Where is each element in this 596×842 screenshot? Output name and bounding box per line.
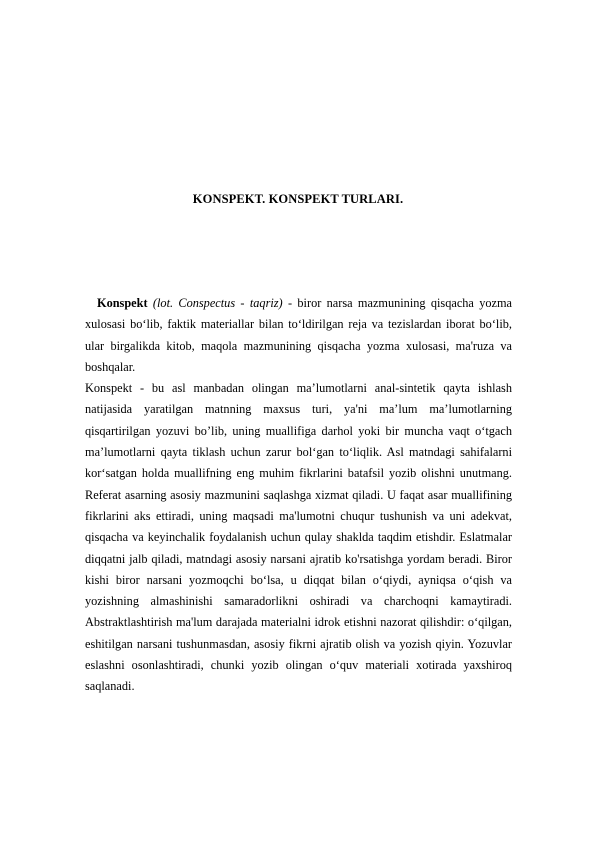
- document-title: KONSPEKT. KONSPEKT TURLARI.: [192, 192, 404, 206]
- term-etymology: (lot. Conspectus - taqriz): [152, 296, 283, 310]
- paragraph-main: Konspekt - bu asl manbadan olingan ma’lumotlarni anal-sintetik qayta ishlash natijasida yaratilgan matnning maxsus turi, ya'ni ma’lum ma’lumotlarning qisqartirilgan yozuvi bo’lib, uning muallifiga darhol yoki bir muncha vaqt oʻtgach ma’lumotlarni qayta tiklash uchun zarur bolʻgan toʻliqlik. Asl matndagi sahifalarni korʻsatgan holda muallifning eng muhim fikrlarini batafsil yozib olishni unutmang. Referat asarning asosiy mazmunini saqlashga xizmat qiladi. U faqat asar muallifining fikrlarini aks ettiradi, uning maqsadi ma'lumotni chuqur tushunish va uni adekvat, qisqacha va keyinchalik foydalanish uchun qulay shaklda taqdim etishdir. Eslatmalar diqqatni jalb qiladi, matndagi asosiy narsani ajratib ko'rsatishga yordam beradi. Biror kishi biror narsani yozmoqchi boʻlsa, u diqqat bilan oʻqiydi, ayniqsa oʻqish va yozishning almashinishi samaradorlikni oshiradi va charchoqni kamaytiradi. Abstraktlashtirish ma'lum darajada materialni idrok etishni nazorat qilishdir: oʻqilgan, eshitilgan narsani tushunmasdan, asosiy fikrni ajratib olish va yozish qiyin. Yozuvlar eslashni osonlashtiradi, chunki yozib olingan oʻquv materiali xotirada yaxshiroq saqlanadi.: [85, 381, 512, 694]
- term-konspekt: Konspekt: [97, 296, 148, 310]
- definition-text: - biror narsa mazmunining qisqacha yozma xulosasi boʻlib, faktik materiallar bilan toʻldirilgan reja va tezislardan iborat boʻlib, ular birgalikda kitob, maqola mazmunining qisqacha yozma xulosasi, ma'ruza va boshqalar.: [85, 296, 512, 374]
- paragraph-definition: [85, 293, 512, 378]
- document-body: [85, 293, 512, 698]
